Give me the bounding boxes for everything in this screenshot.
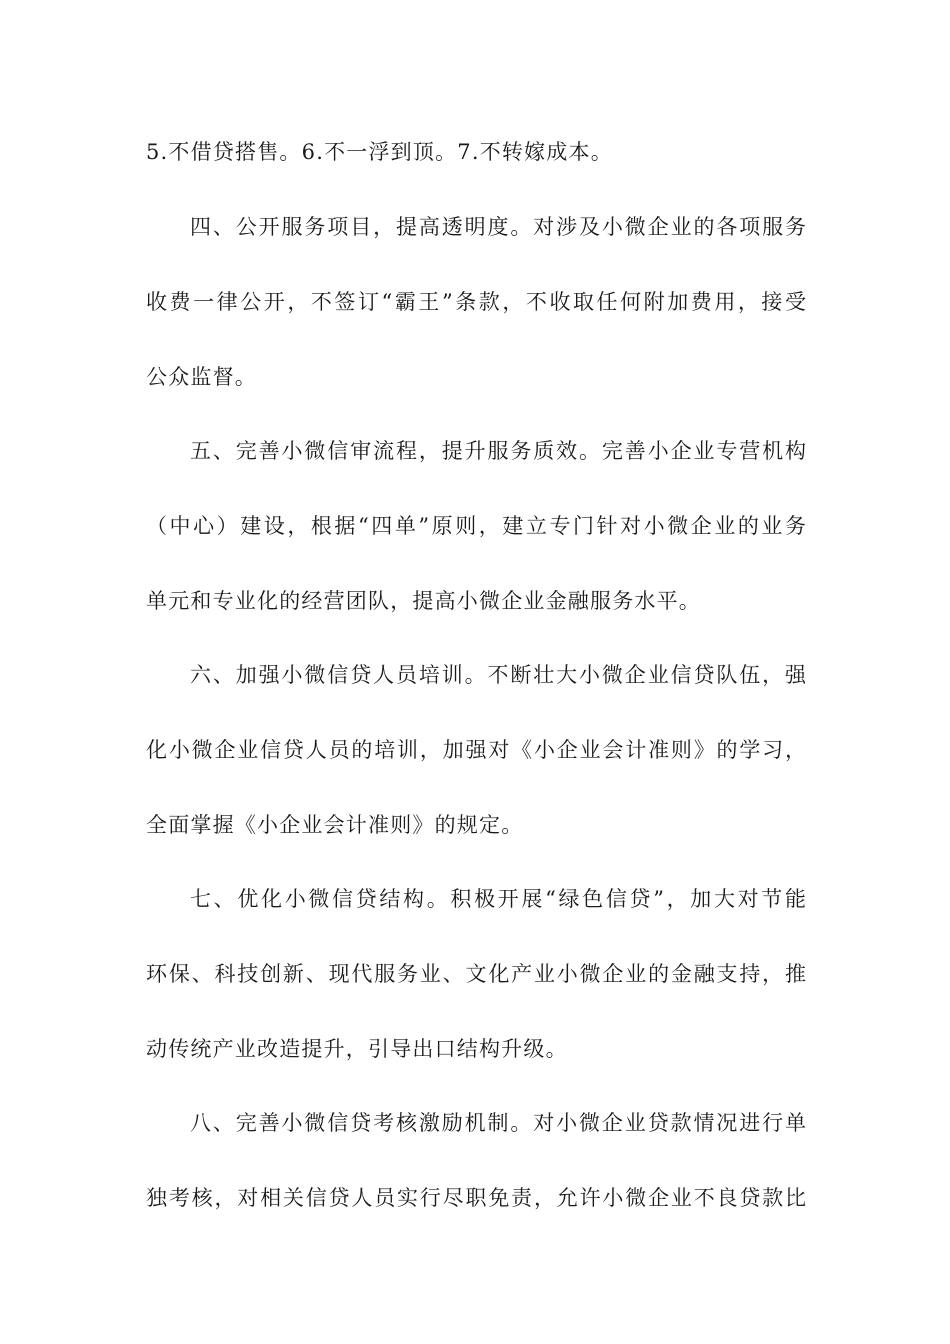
paragraph-6-line-1: 六、加强小微信贷人员培训。不断壮大小微企业信贷队伍，强: [190, 663, 806, 687]
paragraph-7-line-1: 七、优化小微信贷结构。积极开展“绿色信贷”，加大对节能: [190, 887, 806, 911]
paragraph-4-line-3: 公众监督。: [146, 365, 257, 389]
paragraph-5-line-3: 单元和专业化的经营团队，提高小微企业金融服务水平。: [146, 589, 701, 613]
text-line-1: 5.不借贷搭售。6.不一浮到顶。7.不转嫁成本。: [146, 140, 613, 164]
paragraph-4-line-2: 收费一律公开，不签订“霸王”条款，不收取任何附加费用，接受: [146, 290, 806, 314]
paragraph-5-line-2: （中心）建设，根据“四单”原则，建立专门针对小微企业的业务: [146, 514, 806, 538]
paragraph-8-line-1: 八、完善小微信贷考核激励机制。对小微企业贷款情况进行单: [190, 1111, 806, 1135]
paragraph-6-line-2: 化小微企业信贷人员的培训，加强对《小企业会计准则》的学习，: [146, 738, 806, 762]
paragraph-7-line-2: 环保、科技创新、现代服务业、文化产业小微企业的金融支持，推: [146, 962, 806, 986]
paragraph-5-line-1: 五、完善小微信审流程，提升服务质效。完善小企业专营机构: [190, 439, 806, 463]
paragraph-7-line-3: 动传统产业改造提升，引导出口结构升级。: [146, 1037, 568, 1061]
paragraph-6-line-3: 全面掌握《小企业会计准则》的规定。: [146, 813, 524, 837]
paragraph-4-line-1: 四、公开服务项目，提高透明度。对涉及小微企业的各项服务: [190, 215, 806, 239]
paragraph-8-line-2: 独考核，对相关信贷人员实行尽职免责，允许小微企业不良贷款比: [146, 1186, 806, 1210]
